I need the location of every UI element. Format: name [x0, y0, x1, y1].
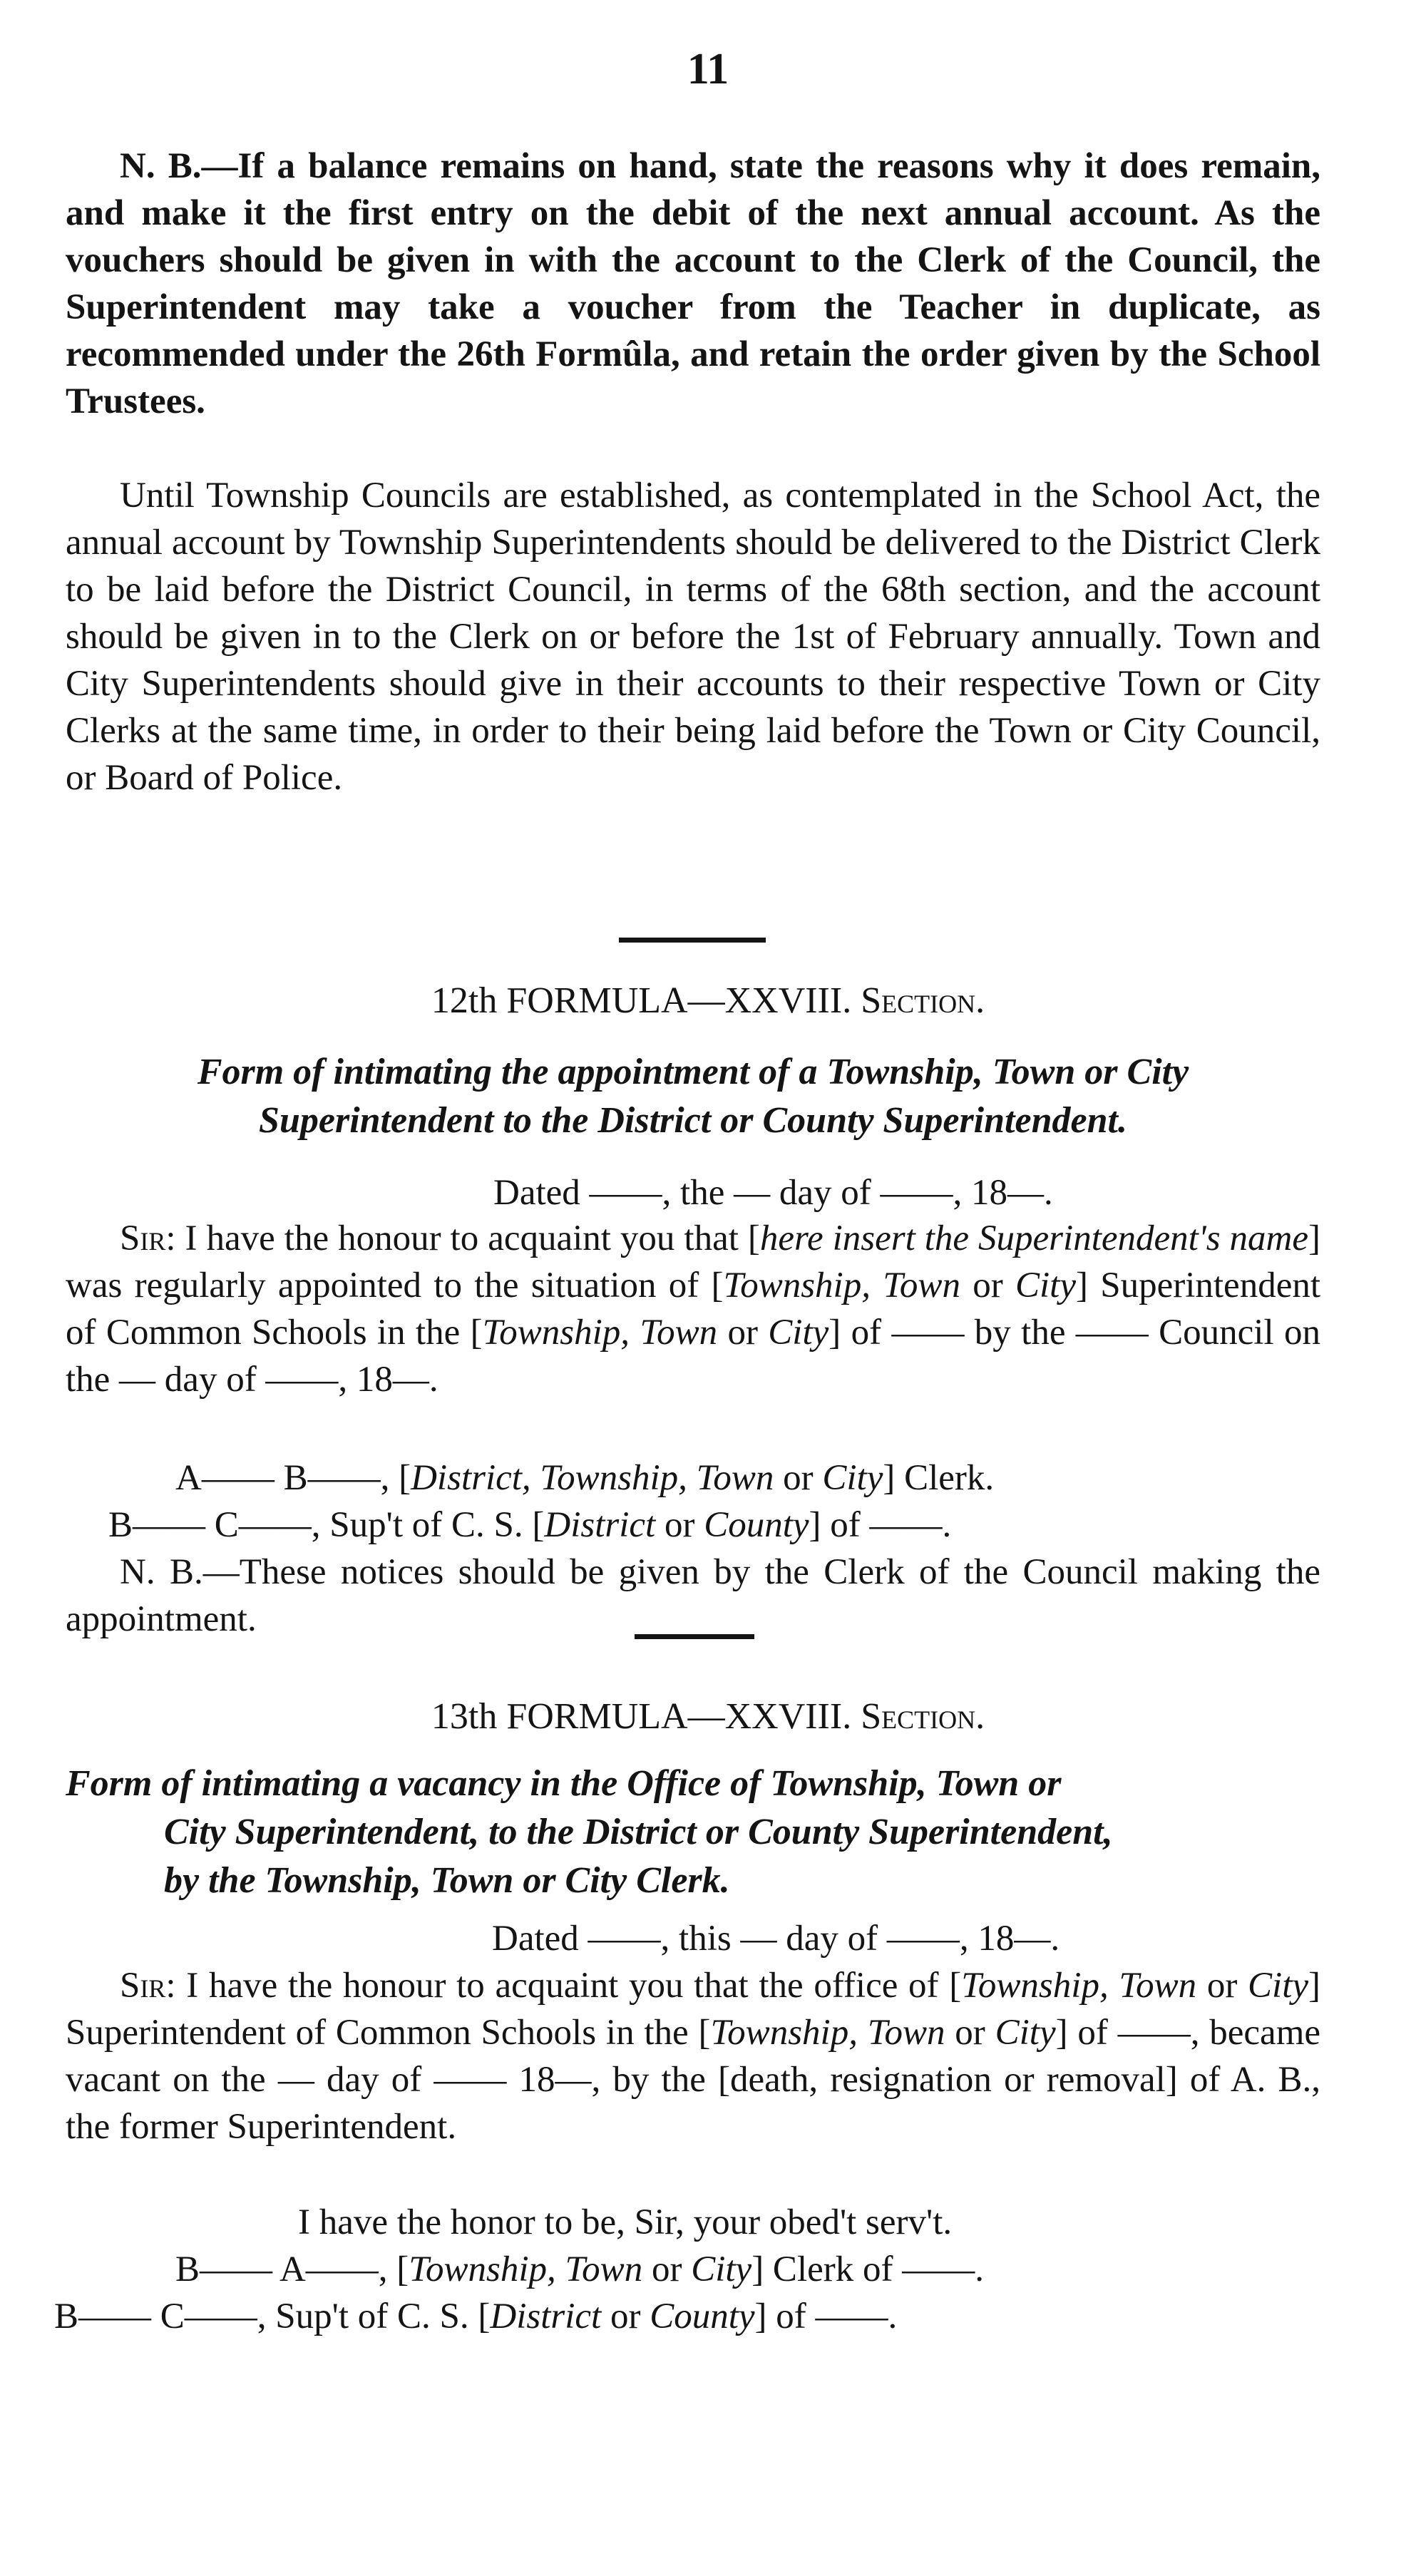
formula-12-heading-section: Section.: [861, 980, 985, 1021]
formula-12-heading-main: 12th FORMULA—XXVIII.: [431, 980, 852, 1021]
formula-13-body-italic: City: [995, 2013, 1056, 2053]
signature-text: B—— A——, [: [175, 2249, 409, 2289]
formula-12-body-text: I have the honour to acquaint you that [: [175, 1218, 760, 1258]
signature-italic: City: [822, 1458, 883, 1498]
formula-13-body-text: ] Superintendent of Common Schools in the [: [66, 1966, 1320, 2053]
signature-text: ] of ——.: [809, 1505, 952, 1545]
formula-12-body-text: ] of —— by the —— Council on the — day of ——, 18—.: [66, 1313, 1320, 1400]
formula-12-body-italic: City: [1015, 1266, 1076, 1305]
signature-italic: County: [704, 1505, 809, 1545]
formula-12-dated: Dated ——, the — day of ——, 18—.: [493, 1173, 1053, 1213]
signature-text: or: [642, 2249, 692, 2289]
signature-italic: District: [544, 1505, 656, 1545]
formula-13-body-italic: City: [1248, 1966, 1309, 2006]
formula-12-signature-clerk: [175, 1454, 994, 1502]
formula-13-body-text: ] of ——, became vacant on the — day of —— 18—, by the [death, resignation or removal] of A. B., the former Superintendent.: [66, 2013, 1320, 2147]
signature-text: B—— C——, Sup't of C. S. [: [54, 2297, 491, 2336]
formula-12-salutation: Sir:: [120, 1218, 176, 1258]
signature-text: B—— C——, Sup't of C. S. [: [108, 1505, 545, 1545]
signature-text: or: [774, 1458, 823, 1498]
formula-12-nb: N. B.—These notices should be given by the Clerk of the Council making the appointment.: [66, 1552, 1320, 1639]
formula-12-title-line1: Form of intimating the appointment of a Township, Town or City: [197, 1052, 1189, 1092]
formula-12-body-text: or: [717, 1313, 769, 1353]
formula-12-body: [66, 1215, 1320, 1403]
formula-13-heading-main: 13th FORMULA—XXVIII.: [431, 1696, 852, 1737]
section-divider: [619, 938, 766, 943]
formula-13-title-line1: Form of intimating a vacancy in the Office of Township, Town or: [66, 1763, 1062, 1804]
formula-13-body-italic: Township, Town: [710, 2013, 945, 2053]
formula-12-body-text: ] was regularly appointed to the situation of [: [66, 1218, 1321, 1305]
formula-12-body-italic: Township, Town: [723, 1266, 960, 1305]
formula-12-body-italic: here insert the Superintendent's name: [759, 1218, 1309, 1258]
signature-italic: County: [650, 2297, 755, 2336]
formula-13-heading: [0, 1694, 1416, 1740]
formula-12-body-italic: Township, Town: [482, 1313, 718, 1353]
signature-text: or: [655, 1505, 704, 1545]
formula-13-body-text: or: [945, 2013, 995, 2053]
formula-13-body-italic: Township, Town: [961, 1966, 1197, 2006]
signature-text: ] of ——.: [754, 2297, 898, 2336]
formula-13-title-line3: by the Township, Town or City Clerk.: [164, 1860, 730, 1901]
nb-paragraph: N. B.—If a balance remains on hand, state the reasons why it does remain, and make it the first entry on the debit of the next annual account. As the vouchers should be given in with the account to the Clerk of the Council, the Superintendent may take a voucher from the Teacher in duplicate, as recommended under the 26th Formûla, and retain the order given by the School Trustees.: [66, 146, 1320, 421]
formula-12-title: [66, 1048, 1320, 1145]
signature-text: ] Clerk of ——.: [751, 2249, 984, 2289]
formula-13-title: [66, 1760, 1328, 1905]
formula-12-body-text: ] Superintendent of Common Schools in the [: [66, 1266, 1321, 1353]
formula-13-title-line2: City Superintendent, to the District or County Superintendent,: [164, 1812, 1113, 1852]
section-divider: [635, 1634, 754, 1639]
formula-13-heading-section: Section.: [861, 1696, 985, 1737]
formula-13-signature-clerk: [175, 2246, 984, 2293]
formula-13-body: [66, 1962, 1320, 2150]
signature-italic: City: [691, 2249, 752, 2289]
signature-text: or: [601, 2297, 650, 2336]
signature-text: ] Clerk.: [883, 1458, 995, 1498]
signature-italic: Township, Town: [409, 2249, 643, 2289]
page-number: 11: [687, 45, 729, 93]
formula-12-body-text: or: [960, 1266, 1015, 1305]
formula-12-heading: [0, 978, 1416, 1024]
formula-13-body-text: or: [1196, 1966, 1248, 2006]
formula-13-closing: I have the honor to be, Sir, your obed't serv't.: [298, 2202, 953, 2242]
formula-12-title-line2: Superintendent to the District or County Superintendent.: [259, 1100, 1127, 1141]
formula-13-salutation: Sir:: [120, 1966, 176, 2006]
formula-12-signature-superintendent: [108, 1502, 951, 1549]
formula-13-signature-superintendent: [54, 2293, 897, 2340]
signature-text: A—— B——, [: [175, 1458, 411, 1498]
signature-italic: District, Township, Town: [411, 1458, 774, 1498]
formula-13-body-text: I have the honour to acquaint you that the office of [: [175, 1966, 962, 2006]
councils-paragraph: Until Township Councils are established, as contemplated in the School Act, the annual account by Township Superintendents should be delivered to the District Clerk to be laid before the District Council, in terms of the 68th section, and the account should be given in to the Clerk on or before the 1st of February annually. Town and City Superintendents should give in their accounts to their respective Town or City Clerks at the same time, in order to their being laid before the Town or City Council, or Board of Police.: [66, 476, 1320, 798]
signature-italic: District: [490, 2297, 602, 2336]
formula-13-dated: Dated ——, this — day of ——, 18—.: [492, 1919, 1060, 1959]
formula-12-body-italic: City: [768, 1313, 829, 1353]
